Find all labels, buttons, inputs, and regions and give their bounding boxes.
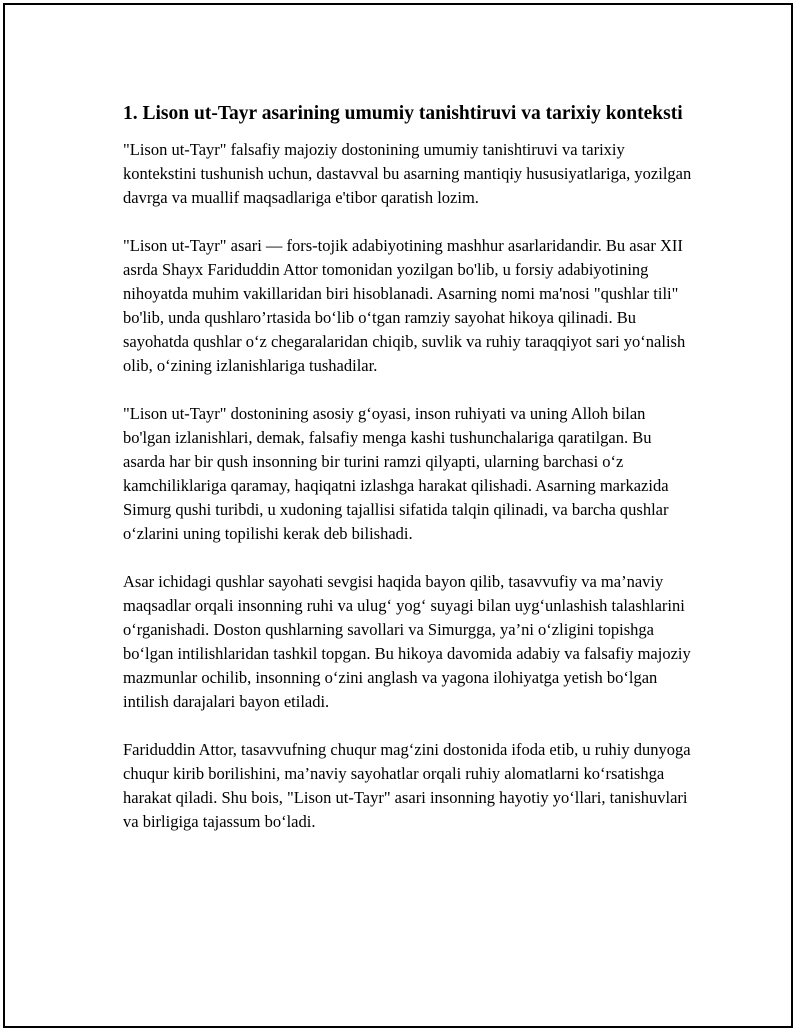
section-heading: 1. Lison ut-Tayr asarining umumiy tanishtiruvi va tarixiy konteksti [123, 103, 683, 124]
paragraph-conclusion: Fariduddin Attor, tasavvufning chuqur mag‘zini dostonida ifoda etib, u ruhiy dunyoga chuqur kirib borilishini, ma’naviy sayohatlar orqali ruhiy alomatlarni ko‘rsatishga harakat qiladi. Shu bois, "Lison ut-Tayr" asari insonning hayotiy yo‘llari, tanishuvlari va birligiga tajassum bo‘ladi. [123, 740, 691, 831]
paragraph-main-idea: "Lison ut-Tayr" dostonining asosiy g‘oyasi, inson ruhiyati va uning Alloh bilan bo'lgan izlanishlari, demak, falsafiy menga kashi tushunchalariga qaratilgan. Bu asarda har bir qush insonning bir turini ramzi qilyapti, ularning barchasi o‘z kamchiliklariga qaramay, haqiqatni izlashga harakat qilishadi. Asarning markazida Simurg qushi turibdi, u xudoning tajallisi sifatida talqin qilinadi, va barcha qushlar o‘zlarini uning topilishi kerak deb bilishadi. [123, 404, 669, 543]
page-frame [3, 3, 793, 1028]
paragraph-history: "Lison ut-Tayr" asari — fors-tojik adabiyotining mashhur asarlaridandir. Bu asar XII asrda Shayx Fariduddin Attor tomonidan yozilgan bo'lib, u forsiy adabiyotining nihoyatda muhim vakillaridan biri hisoblanadi. Asarning nomi ma'nosi "qushlar tili" bo'lib, unda qushlaro’rtasida bo‘lib o‘tgan ramziy sayohat hikoya qilinadi. Bu sayohatda qushlar o‘z chegaralaridan chiqib, suvlik va ruhiy taraqqiyot sari yo‘nalish olib, o‘zining izlanishlariga tushadilar. [123, 236, 686, 375]
paragraph-journey: Asar ichidagi qushlar sayohati sevgisi haqida bayon qilib, tasavvufiy va ma’naviy maqsadlar orqali insonning ruhi va ulug‘ yog‘ suyagi bilan uyg‘unlashish talashlarini o‘rganishadi. Doston qushlarning savollari va Simurgga, ya’ni o‘zligini topishga bo‘lgan intilishlaridan tashkil topgan. Bu hikoya davomida adabiy va falsafiy majoziy mazmunlar ochilib, insonning o‘zini anglash va yagona ilohiyatga yetish bo‘lgan intilish darajalari bayon etiladi. [123, 572, 691, 711]
paragraph-intro: "Lison ut-Tayr" falsafiy majoziy dostonining umumiy tanishtiruvi va tarixiy kontekstini tushunish uchun, dastavval bu asarning mantiqiy hususiyatlariga, yozilgan davrga va muallif maqsadlariga e'tibor qaratish lozim. [123, 140, 692, 207]
document-body [123, 100, 693, 858]
